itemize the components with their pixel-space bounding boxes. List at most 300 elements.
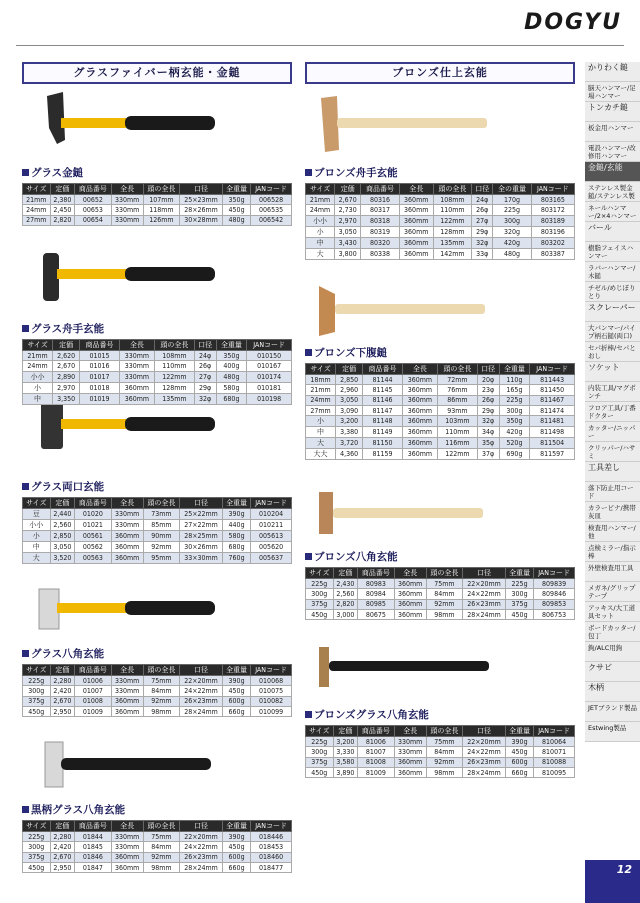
table-cell: 小小 <box>306 215 335 226</box>
table-cell: 81148 <box>363 416 403 427</box>
table-cell: 35φ <box>477 438 499 449</box>
sidebar-category-item[interactable]: 鉤/ALC用鉤 <box>585 642 640 662</box>
table-cell: 90mm <box>143 531 179 542</box>
table-cell: 600g <box>222 696 250 706</box>
table-cell: 360mm <box>399 237 433 248</box>
sidebar-category-item[interactable]: 板金用ハンマー <box>585 122 640 142</box>
table-cell: 010174 <box>247 371 292 382</box>
sidebar-category-item[interactable]: Estwing製品 <box>585 722 640 742</box>
table-cell: 22×20mm <box>463 579 506 589</box>
table-cell: 300g <box>306 747 334 757</box>
table-cell: 006528 <box>251 195 292 205</box>
table-cell: 108mm <box>154 351 194 361</box>
bronze-hakkaku-hammer-image <box>313 488 498 543</box>
column-header: 全重量 <box>499 364 530 375</box>
product-section <box>305 345 575 460</box>
table-cell: 300g <box>499 405 530 415</box>
section-title <box>305 707 575 722</box>
table-row <box>306 747 575 757</box>
table-cell: 33φ <box>472 248 493 259</box>
sidebar-category-item[interactable]: カラービナ/携帯灰皿 <box>585 502 640 522</box>
bronze-glass-hammer-image <box>313 645 498 695</box>
table-cell: 26φ <box>472 205 493 215</box>
sidebar-category-item[interactable]: トンカチ鎚 <box>585 102 640 122</box>
column-header: 口径 <box>463 568 506 579</box>
table-row <box>306 767 575 777</box>
column-header: JANコード <box>251 498 292 509</box>
table-cell: 75mm <box>426 737 462 747</box>
table-cell: 803387 <box>531 248 574 259</box>
table-cell: 92mm <box>426 757 462 767</box>
table-cell: 005620 <box>251 542 292 553</box>
table-cell: 92mm <box>426 599 462 609</box>
table-cell: 2,730 <box>335 205 361 215</box>
section-title-text: ブロンズ下腹鎚 <box>314 347 388 359</box>
table-cell: 24mm <box>306 205 335 215</box>
table-cell: 75mm <box>426 579 462 589</box>
table-cell: 330mm <box>119 351 154 361</box>
table-cell: 760g <box>222 553 250 564</box>
sidebar-category-item[interactable]: カッター/ニッパー <box>585 422 640 442</box>
product-section <box>22 479 292 564</box>
column-header: JANコード <box>534 568 575 579</box>
section-title-text: ブロンズ八角玄能 <box>314 551 398 563</box>
table-cell: 360mm <box>111 852 143 862</box>
table-row <box>23 842 292 852</box>
column-header: 全の重量 <box>493 184 532 195</box>
table-cell: 809853 <box>534 599 575 609</box>
table-cell: 450g <box>23 706 51 716</box>
table-cell: 330mm <box>394 737 426 747</box>
table-cell: 28×24mm <box>463 767 506 777</box>
table-cell: 豆 <box>23 509 51 520</box>
table-cell: 806753 <box>534 609 575 619</box>
sidebar-category-item[interactable]: かりわく鎚 <box>585 62 640 82</box>
sidebar-category-item[interactable]: ボードカッター/包丁 <box>585 622 640 642</box>
table-row <box>23 862 292 872</box>
product-section <box>22 165 292 226</box>
table-cell: 93mm <box>437 405 477 415</box>
table-cell: 2,420 <box>50 842 75 852</box>
sidebar-category-item[interactable]: 樹脂フェイスハンマー <box>585 242 640 262</box>
table-cell: 126mm <box>143 215 179 225</box>
sidebar-category-item[interactable]: セパ折棒/セパとおし <box>585 342 640 362</box>
section-title-text: グラス両口玄能 <box>31 481 105 493</box>
left-banner: グラスファイバー柄玄能・金鎚 <box>22 62 292 84</box>
sidebar-category-item[interactable]: 電設ハンマー/改修用ハンマー <box>585 142 640 162</box>
table-cell: 803172 <box>531 205 574 215</box>
table-cell: 84mm <box>426 589 462 599</box>
square-bullet-icon <box>22 650 29 657</box>
sidebar-category-item[interactable]: 大バンマー/パイプ柄石鎚(両口) <box>585 322 640 342</box>
table-cell: 330mm <box>111 195 143 205</box>
sidebar-category-item[interactable]: アッキス/大工道具セット <box>585 602 640 622</box>
sidebar-category-item[interactable]: JETブランド製品 <box>585 702 640 722</box>
table-cell: 92mm <box>143 696 179 706</box>
table-row <box>23 553 292 564</box>
table-cell: 010181 <box>247 382 292 393</box>
table-row <box>23 509 292 520</box>
table-cell: 225g <box>23 832 51 842</box>
table-cell: 2,380 <box>50 195 75 205</box>
table-cell: 330mm <box>111 842 143 852</box>
table-cell: 中 <box>306 237 335 248</box>
table-cell: 小 <box>306 416 336 427</box>
column-header: 全重量 <box>222 498 250 509</box>
table-cell: 480g <box>216 371 247 382</box>
table-cell: 2,450 <box>50 205 75 215</box>
column-header: 全長 <box>394 568 426 579</box>
table-cell: 390g <box>222 832 250 842</box>
table-cell: 660g <box>222 862 250 872</box>
table-cell: 28×25mm <box>180 531 223 542</box>
table-cell: 中 <box>23 542 51 553</box>
table-cell: 330mm <box>111 509 143 520</box>
table-row <box>306 757 575 767</box>
table-cell: 22×20mm <box>463 737 506 747</box>
table-cell: 360mm <box>402 375 437 385</box>
table-row <box>23 382 292 393</box>
column-header: 商品番号 <box>75 665 111 676</box>
sidebar-category-item[interactable]: 内装工具/マグポンチ <box>585 382 640 402</box>
table-cell: 010167 <box>247 361 292 371</box>
sidebar-category-item[interactable]: クリッパー/ハサミ <box>585 442 640 462</box>
table-cell: 360mm <box>111 531 143 542</box>
table-cell: 360mm <box>402 427 437 438</box>
column-header: サイズ <box>306 364 336 375</box>
table-cell: 80338 <box>361 248 400 259</box>
header-rule <box>16 45 624 46</box>
table-row <box>306 579 575 589</box>
section-title <box>22 479 292 494</box>
table-cell: 122mm <box>437 449 477 460</box>
table-cell: 360mm <box>111 542 143 553</box>
table-cell: 2,820 <box>333 599 358 609</box>
table-row <box>306 375 575 385</box>
table-cell: 360mm <box>399 226 433 237</box>
table-cell: 3,090 <box>336 405 363 415</box>
table-cell: 810095 <box>534 767 575 777</box>
table-cell: 450g <box>222 205 250 215</box>
table-cell: 3,200 <box>333 737 358 747</box>
table-cell: 450g <box>222 842 250 852</box>
table-cell: 375g <box>23 696 51 706</box>
table-cell: 809839 <box>534 579 575 589</box>
sidebar-category-item[interactable]: 点検ミラー/指示棒 <box>585 542 640 562</box>
sidebar-category-item[interactable]: 外壁検査用工具 <box>585 562 640 582</box>
table-row <box>23 361 292 371</box>
table-cell: 225g <box>505 579 533 589</box>
table-cell: 80318 <box>361 215 400 226</box>
table-cell: 010082 <box>251 696 292 706</box>
column-header: 全重量 <box>222 665 250 676</box>
table-cell: 810064 <box>534 737 575 747</box>
table-cell: 98mm <box>143 706 179 716</box>
column-header: JANコード <box>531 184 574 195</box>
table-row <box>23 351 292 361</box>
column-header: 定価 <box>335 184 361 195</box>
table-cell: 00563 <box>75 553 111 564</box>
table-cell: 2,960 <box>336 385 363 395</box>
table-cell: 803202 <box>531 237 574 248</box>
table-cell: 大 <box>306 438 336 449</box>
table-cell: 81145 <box>363 385 403 395</box>
spec-table <box>305 725 575 778</box>
table-row <box>306 385 575 395</box>
product-section <box>22 646 292 717</box>
table-cell: 300g <box>505 589 533 599</box>
column-header: 定価 <box>53 340 80 351</box>
table-row <box>23 371 292 382</box>
column-header: 口径 <box>194 340 216 351</box>
section-title <box>22 165 292 180</box>
table-cell: 81147 <box>363 405 403 415</box>
table-cell: 75mm <box>143 832 179 842</box>
table-cell: 360mm <box>394 599 426 609</box>
table-cell: 21mm <box>23 351 53 361</box>
table-cell: 360mm <box>399 195 433 205</box>
table-cell: 25×23mm <box>180 195 223 205</box>
product-section <box>22 802 292 873</box>
table-cell: 010198 <box>247 393 292 404</box>
table-cell: 450g <box>306 609 334 619</box>
column-header: 全長 <box>111 821 143 832</box>
table-cell: 3,050 <box>336 395 363 405</box>
column-header: 頭の全長 <box>426 568 462 579</box>
table-cell: 81009 <box>358 767 394 777</box>
table-cell: 2,950 <box>50 862 75 872</box>
column-header: 全重量 <box>222 821 250 832</box>
table-cell: 21mm <box>23 195 51 205</box>
table-cell: 92mm <box>143 852 179 862</box>
table-cell: 18mm <box>306 375 336 385</box>
table-cell: 21mm <box>306 195 335 205</box>
column-header: 全長 <box>111 184 143 195</box>
table-cell: 350g <box>499 416 530 427</box>
column-header: JANコード <box>251 821 292 832</box>
table-cell: 01017 <box>80 371 120 382</box>
table-cell: 2,670 <box>50 852 75 862</box>
sidebar-category-item[interactable]: 木柄 <box>585 682 640 702</box>
table-cell: 81146 <box>363 395 403 405</box>
table-cell: 2,560 <box>50 520 75 531</box>
column-header: JANコード <box>247 340 292 351</box>
table-cell: 00561 <box>75 531 111 542</box>
table-cell: 420g <box>493 237 532 248</box>
table-cell: 00652 <box>75 195 111 205</box>
sidebar-category-item[interactable]: 脳天ハンマー/足場ハンマー <box>585 82 640 102</box>
brand-logo: DOGYU <box>524 10 622 35</box>
column-header: 定価 <box>333 568 358 579</box>
table-cell: 01847 <box>75 862 111 872</box>
table-cell: 小小 <box>23 371 53 382</box>
column-header: 全長 <box>111 665 143 676</box>
spec-table <box>22 820 292 873</box>
table-cell: 2,430 <box>333 579 358 589</box>
table-cell: 330mm <box>111 686 143 696</box>
table-cell: 81149 <box>363 427 403 438</box>
table-cell: 27mm <box>23 215 51 225</box>
table-cell: 018446 <box>251 832 292 842</box>
table-cell: 98mm <box>143 862 179 872</box>
sidebar-category-item[interactable]: スクレーパー <box>585 302 640 322</box>
table-cell: 24φ <box>472 195 493 205</box>
table-cell: 2,280 <box>50 676 75 686</box>
table-row <box>23 686 292 696</box>
table-cell: 00654 <box>75 215 111 225</box>
table-cell: 27×22mm <box>180 520 223 531</box>
table-cell: 2,970 <box>335 215 361 226</box>
table-cell: 450g <box>222 686 250 696</box>
sidebar-category-item[interactable]: ステンレス製金鎚/ステンレス製 <box>585 182 640 202</box>
table-cell: 580g <box>216 382 247 393</box>
table-cell: 85mm <box>143 520 179 531</box>
table-row <box>23 215 292 225</box>
table-cell: 811504 <box>530 438 575 449</box>
table-cell: 01844 <box>75 832 111 842</box>
table-cell: 375g <box>505 599 533 609</box>
table-cell: 600g <box>505 757 533 767</box>
column-header: 定価 <box>50 498 75 509</box>
table-cell: 330mm <box>111 520 143 531</box>
column-header: 口径 <box>477 364 499 375</box>
table-cell: 28×24mm <box>463 609 506 619</box>
sidebar-category-item[interactable]: 落下防止用コード <box>585 482 640 502</box>
table-cell: 128mm <box>433 226 472 237</box>
table-cell: 29φ <box>194 382 216 393</box>
table-cell: 小 <box>306 226 335 237</box>
table-cell: 3,800 <box>335 248 361 259</box>
table-cell: 81159 <box>363 449 403 460</box>
product-section <box>305 707 575 778</box>
table-row <box>306 195 575 205</box>
table-cell: 330mm <box>111 205 143 215</box>
table-cell: 128mm <box>154 382 194 393</box>
column-header: 頭の全長 <box>143 821 179 832</box>
table-cell: 375g <box>306 757 334 767</box>
sidebar-category-item[interactable]: クサビ <box>585 662 640 682</box>
square-bullet-icon <box>22 325 29 332</box>
table-cell: 81008 <box>358 757 394 767</box>
sidebar-category-item[interactable]: バール <box>585 222 640 242</box>
table-cell: 225g <box>306 737 334 747</box>
table-cell: 3,580 <box>333 757 358 767</box>
table-row <box>23 696 292 706</box>
table-cell: 24mm <box>23 361 53 371</box>
table-cell: 360mm <box>394 767 426 777</box>
table-row <box>306 405 575 415</box>
table-cell: 360mm <box>402 438 437 449</box>
table-cell: 660g <box>222 706 250 716</box>
table-cell: 84mm <box>143 842 179 852</box>
section-title <box>305 165 575 180</box>
section-title-text: ブロンズ舟手玄能 <box>314 167 398 179</box>
section-title <box>22 646 292 661</box>
table-cell: 81144 <box>363 375 403 385</box>
table-cell: 2,670 <box>53 361 80 371</box>
table-row <box>306 609 575 619</box>
table-cell: 80317 <box>361 205 400 215</box>
table-cell: 24×22mm <box>463 589 506 599</box>
product-section <box>305 165 575 260</box>
sidebar-category-item[interactable]: ソケット <box>585 362 640 382</box>
table-cell: 01009 <box>75 706 111 716</box>
table-cell: 330mm <box>111 215 143 225</box>
table-cell: 018453 <box>251 842 292 852</box>
table-cell: 01016 <box>80 361 120 371</box>
sidebar-category-item[interactable]: メガネ/グリップテープ <box>585 582 640 602</box>
table-row <box>306 395 575 405</box>
table-cell: 26φ <box>194 361 216 371</box>
sidebar-category-item[interactable]: ラバーハンマー/木鎚 <box>585 262 640 282</box>
table-row <box>23 520 292 531</box>
sidebar-category-item[interactable]: フロア工具/丁番ドクター <box>585 402 640 422</box>
table-cell: 809846 <box>534 589 575 599</box>
table-cell: 80985 <box>358 599 394 609</box>
table-cell: 350g <box>216 351 247 361</box>
table-cell: 375g <box>23 852 51 862</box>
column-header: サイズ <box>23 184 51 195</box>
table-row <box>306 226 575 237</box>
table-cell: 110mm <box>154 361 194 371</box>
table-cell: 360mm <box>119 393 154 404</box>
spec-table <box>305 183 575 260</box>
section-title-text: 黒柄グラス八角玄能 <box>31 804 126 816</box>
table-cell: 360mm <box>394 579 426 589</box>
sidebar-category-item[interactable]: 金鎚/玄能 <box>585 162 640 182</box>
sidebar-category-item[interactable]: 検査用ハンマー/他 <box>585 522 640 542</box>
spec-table <box>305 567 575 620</box>
table-cell: 2,620 <box>53 351 80 361</box>
column-header: 全重量 <box>505 568 533 579</box>
table-cell: 330mm <box>111 676 143 686</box>
table-cell: 24×22mm <box>180 686 223 696</box>
column-header: 商品番号 <box>75 821 111 832</box>
glass-hammer-image <box>35 88 220 148</box>
column-header: サイズ <box>23 340 53 351</box>
section-title <box>305 345 575 360</box>
table-cell: 81006 <box>358 737 394 747</box>
table-cell: 360mm <box>402 385 437 395</box>
table-cell: 225g <box>499 395 530 405</box>
table-cell: 811474 <box>530 405 575 415</box>
sidebar-category-item[interactable]: 工具差し <box>585 462 640 482</box>
table-cell: 98mm <box>426 767 462 777</box>
table-cell: 811450 <box>530 385 575 395</box>
column-header: 全重量 <box>222 184 250 195</box>
table-cell: 84mm <box>143 686 179 696</box>
table-cell: 010068 <box>251 676 292 686</box>
table-cell: 390g <box>222 676 250 686</box>
table-cell: 24×22mm <box>463 747 506 757</box>
black-hakkaku-hammer-image <box>35 738 220 798</box>
table-cell: 118mm <box>143 205 179 215</box>
table-cell: 25×22mm <box>180 509 223 520</box>
column-header: 全長 <box>399 184 433 195</box>
table-cell: 375g <box>306 599 334 609</box>
sidebar-category-item[interactable]: ネールハンマー/2×4ハンマー <box>585 202 640 222</box>
column-header: 頭の全長 <box>143 665 179 676</box>
sidebar-category-item[interactable]: チゼル/めじぼりとり <box>585 282 640 302</box>
column-header: 全重量 <box>216 340 247 351</box>
table-cell: 170g <box>493 195 532 205</box>
table-cell: 006535 <box>251 205 292 215</box>
section-title <box>22 321 292 336</box>
table-cell: 80319 <box>361 226 400 237</box>
table-row <box>306 449 575 460</box>
table-cell: 360mm <box>402 395 437 405</box>
section-title-text: グラス舟手玄能 <box>31 323 105 335</box>
